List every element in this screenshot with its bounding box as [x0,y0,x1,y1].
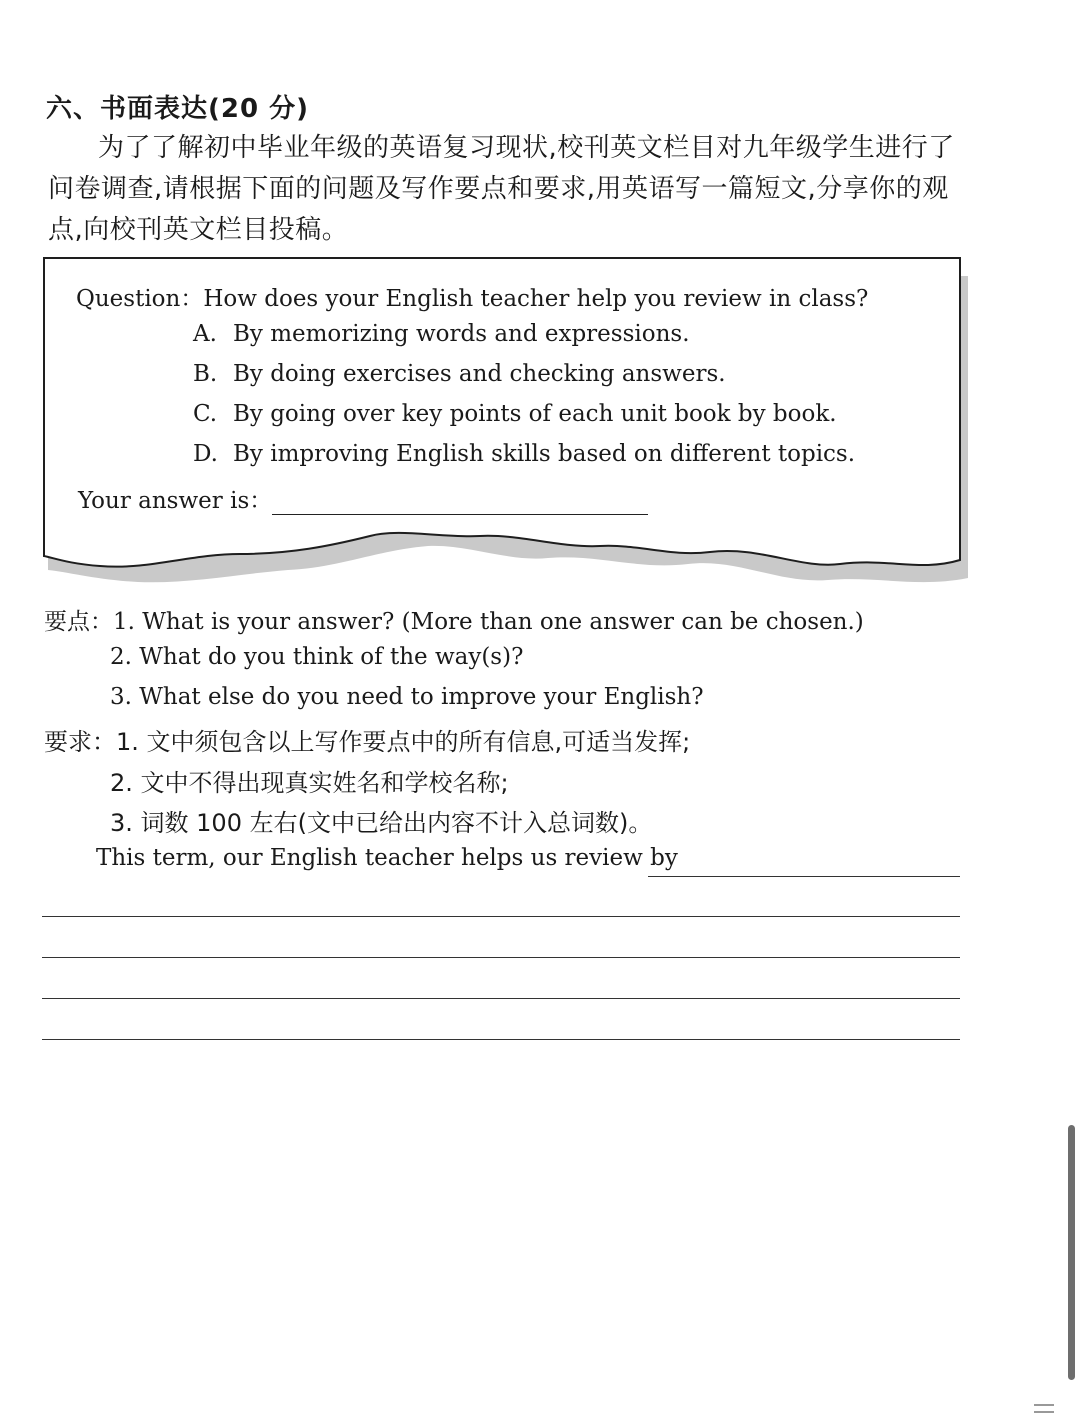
option-text: By memorizing words and expressions. [233,321,690,347]
option-text: By going over key points of each unit book by book. [233,401,837,427]
points-row-2 [110,644,523,670]
writing-line[interactable] [42,1039,960,1040]
points-row-3 [110,684,704,710]
point-item: 1. What is your answer? (More than one answer can be chosen.) [113,609,864,635]
section-intro: 为了了解初中毕业年级的英语复习现状,校刊英文栏目对九年级学生进行了问卷调查,请根据下面的问题及写作要点和要求,用英语写一篇短文,分享你的观点,向校刊英文栏目投稿。 [48,133,955,245]
option-c [193,401,837,427]
essay-starter-row [96,845,678,871]
requirement-item: 1. 文中须包含以上写作要点中的所有信息,可适当发挥; [116,728,691,756]
option-a [193,321,690,347]
option-letter: D. [193,441,218,467]
essay-starter: This term, our English teacher helps us review by [96,845,678,871]
survey-question: Question：How does your English teacher help you review in class? [76,286,869,312]
starter-blank-line[interactable] [648,876,960,877]
section-heading: 六、书面表达(20 分) [46,94,309,124]
writing-line[interactable] [42,998,960,999]
point-item: 2. What do you think of the way(s)? [110,644,524,670]
requirements-label: 要求： [44,728,116,756]
option-letter: B. [193,361,218,387]
answer-label: Your answer is： [78,488,273,514]
option-text: By improving English skills based on different topics. [233,441,856,467]
requirement-item: 3. 词数 100 左右(文中已给出内容不计入总词数)。 [110,809,653,837]
requirement-item: 2. 文中不得出现真实姓名和学校名称; [110,769,509,797]
menu-icon [1034,1404,1054,1413]
option-letter: C. [193,401,218,427]
vertical-scrollbar[interactable] [1068,1125,1075,1380]
point-item: 3. What else do you need to improve your English? [110,684,704,710]
answer-blank[interactable] [272,494,648,515]
option-d [193,441,855,467]
points-row-1 [44,603,864,636]
points-label: 要点： [44,609,113,635]
option-b [193,361,726,387]
option-letter: A. [193,321,217,347]
answer-row [78,482,648,515]
requirements-row-2 [110,763,509,798]
writing-line[interactable] [42,916,960,917]
writing-line[interactable] [42,957,960,958]
option-text: By doing exercises and checking answers. [233,361,726,387]
requirements-row-1 [44,722,690,757]
requirements-row-3 [110,803,652,838]
